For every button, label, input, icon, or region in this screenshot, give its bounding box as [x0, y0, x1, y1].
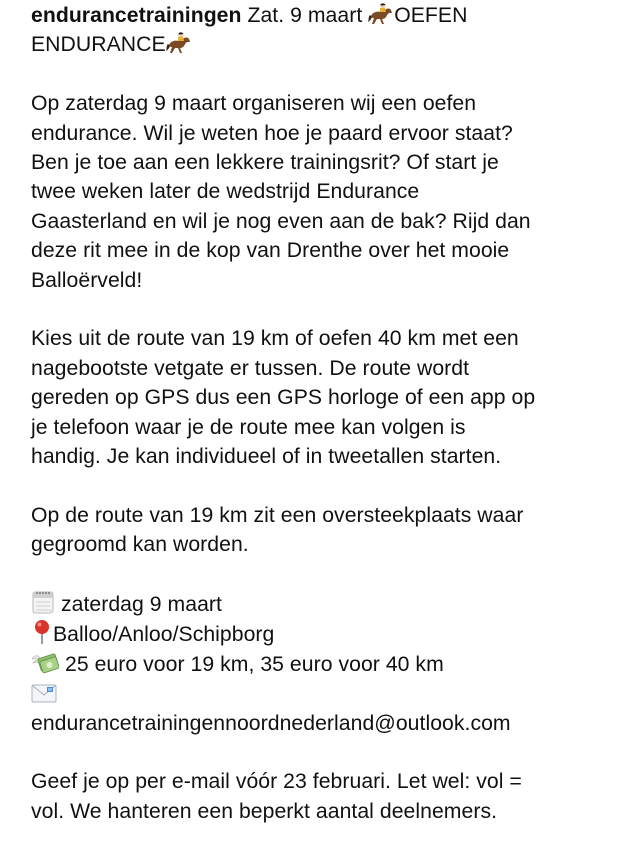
- horse-racing-icon: [166, 31, 192, 55]
- envelope-icon: [31, 682, 57, 704]
- text-line: twee weken later de wedstrijd Endurance: [31, 180, 420, 204]
- route-paragraph: [31, 324, 601, 471]
- text-line: Balloërveld!: [31, 268, 143, 292]
- detail-location: [31, 619, 601, 649]
- caption-title-1: OEFEN: [394, 4, 468, 27]
- text-line: endurance. Wil je weten hoe je paard ervoor staat?: [31, 121, 513, 145]
- caption-header: [31, 1, 601, 60]
- signup-paragraph: [31, 767, 601, 826]
- calendar-icon: [31, 589, 55, 615]
- text-line: nagebootste vetgate er tussen. De route wordt: [31, 356, 470, 380]
- text-line: Op zaterdag 9 maart organiseren wij een oefen: [31, 92, 477, 116]
- username[interactable]: endurancetrainingen: [31, 4, 242, 27]
- event-date: zaterdag 9 maart: [61, 593, 222, 617]
- text-line: vol. We hanteren een beperkt aantal deelnemers.: [31, 799, 498, 823]
- event-price: 25 euro voor 19 km, 35 euro voor 40 km: [65, 652, 444, 676]
- money-with-wings-icon: [31, 651, 59, 675]
- text-line: gereden op GPS dus een GPS horloge of een app op: [31, 386, 536, 410]
- text-line: Op de route van 19 km zit een oversteekplaats waar: [31, 503, 524, 527]
- text-line: Kies uit de route van 19 km of oefen 40 km met een: [31, 327, 519, 351]
- crossing-paragraph: [31, 501, 601, 560]
- intro-paragraph: [31, 89, 601, 295]
- caption-date: Zat. 9 maart: [247, 4, 363, 27]
- text-line: Ben je toe aan een lekkere trainingsrit? Of start je: [31, 151, 499, 175]
- text-line: Gaasterland en wil je nog even aan de bak? Rijd dan: [31, 209, 531, 233]
- event-details: [31, 589, 601, 738]
- text-line: Geef je op per e-mail vóór 23 februari. Let wel: vol =: [31, 770, 522, 794]
- caption-title-2: ENDURANCE: [31, 33, 166, 57]
- text-line: handig. Je kan individueel of in tweetallen starten.: [31, 445, 502, 469]
- text-line: gegroomd kan worden.: [31, 533, 249, 557]
- text-line: je telefoon waar je de route mee kan volgen is: [31, 415, 466, 439]
- horse-racing-icon: [368, 2, 394, 26]
- detail-price: [31, 650, 601, 679]
- post-caption: [31, 1, 601, 856]
- text-line: deze rit mee in de kop van Drenthe over het mooie: [31, 239, 510, 263]
- detail-date: [31, 589, 601, 619]
- contact-email[interactable]: endurancetrainingennoordnederland@outlook.com: [31, 711, 511, 735]
- round-pushpin-icon: [31, 619, 53, 645]
- detail-envelope: [31, 679, 601, 708]
- event-location: Balloo/Anloo/Schipborg: [53, 623, 275, 647]
